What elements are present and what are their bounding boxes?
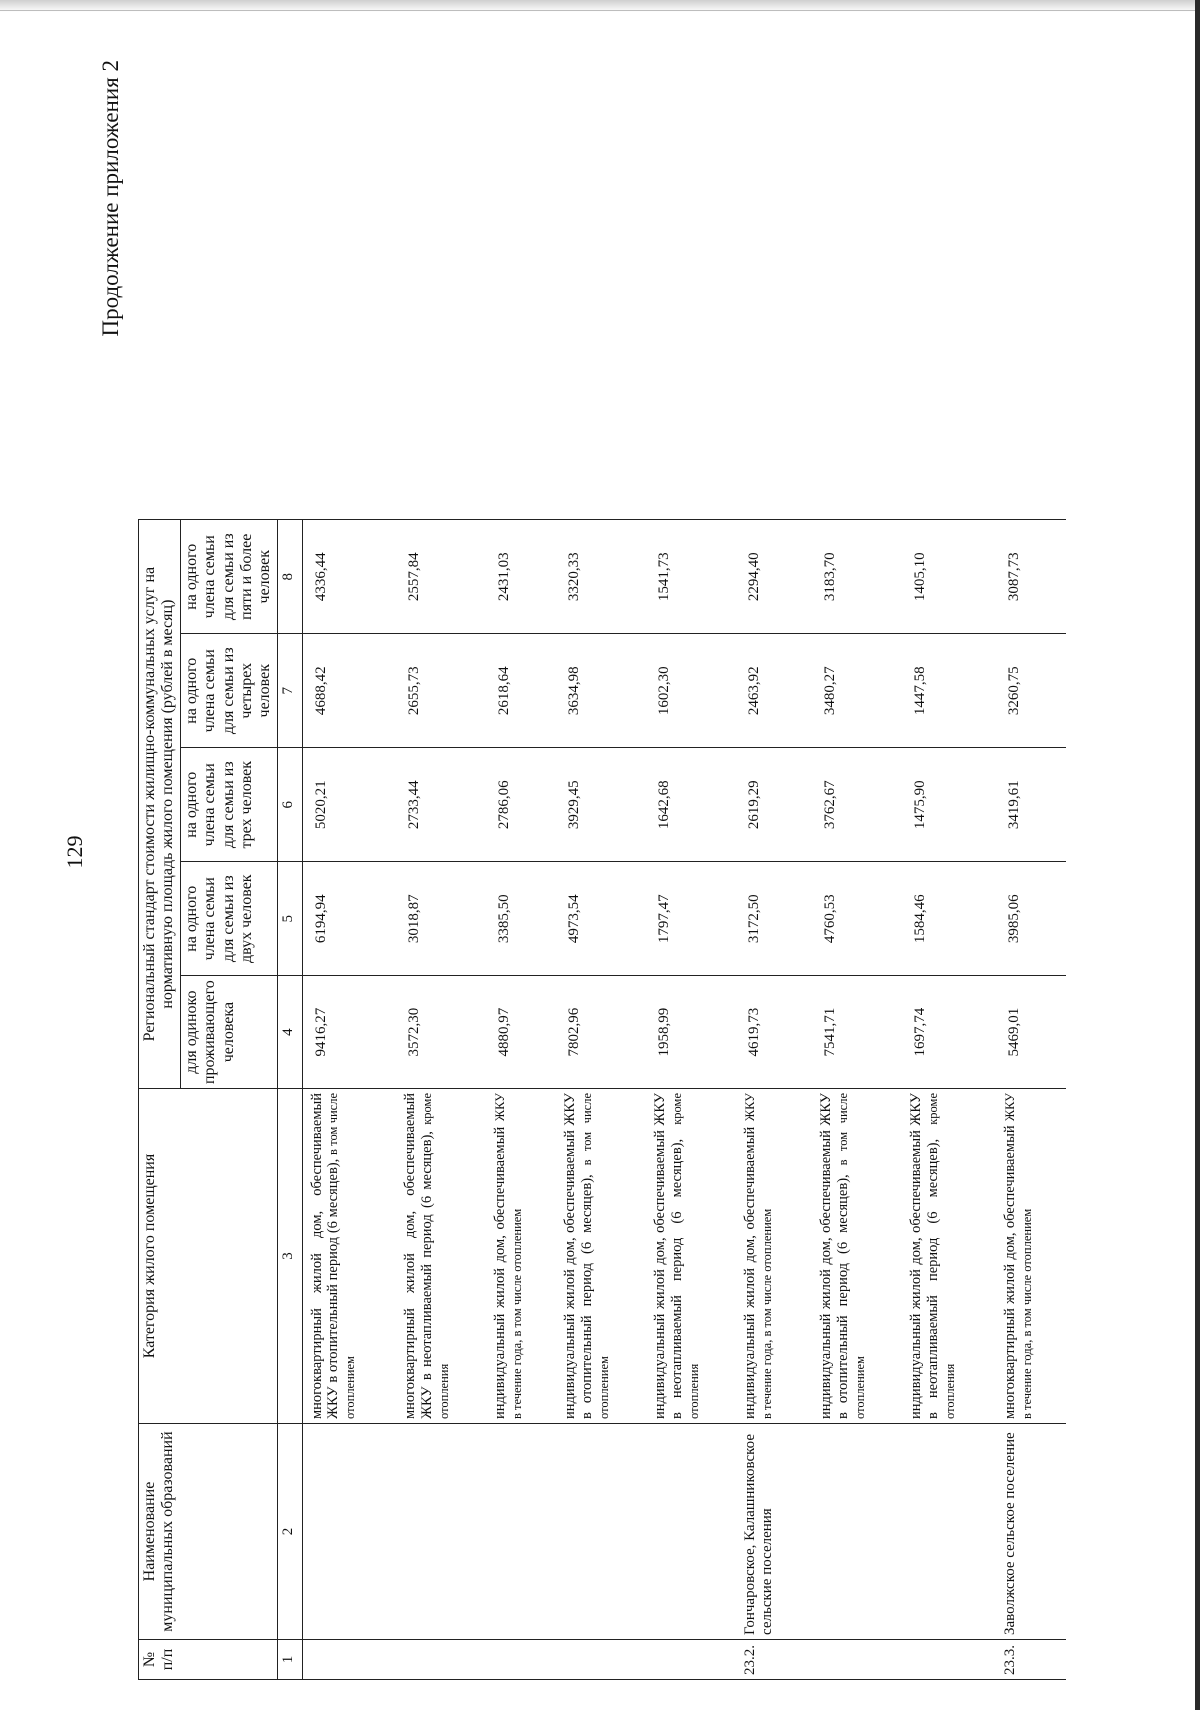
row-category-text: индивидуальный жилой дом, обеспечиваемый ЖКУ в неотапливаемый период (6 месяцев),	[908, 1093, 941, 1419]
row-value-3: 1642,68	[646, 748, 736, 862]
row-value-1: 5469,01	[996, 976, 1066, 1089]
row-value-3: 2619,29	[736, 748, 812, 862]
row-value-2: 3172,50	[736, 862, 812, 976]
row-value-4: 1602,30	[646, 634, 736, 748]
row-category-note: в том числе отоплением	[579, 1093, 611, 1419]
row-municipality	[486, 1424, 556, 1640]
column-number: 6	[277, 748, 302, 862]
row-index	[902, 1640, 996, 1680]
row-index	[302, 1640, 396, 1680]
column-number: 7	[277, 634, 302, 748]
row-category-note: в том числе отоплением	[326, 1093, 358, 1419]
row-value-5: 1405,10	[902, 520, 996, 634]
row-value-5: 1541,73	[646, 520, 736, 634]
row-index: 23.3.	[996, 1640, 1066, 1680]
row-value-5: 3320,33	[556, 520, 646, 634]
row-value-3: 5020,21	[302, 748, 396, 862]
row-index	[396, 1640, 486, 1680]
row-category	[556, 1089, 646, 1424]
header-no: № п/п	[139, 1640, 278, 1680]
header-sub-3: на одного члена семьи для семьи из трех человек	[180, 748, 277, 862]
row-value-1: 1697,74	[902, 976, 996, 1089]
row-category-text: многоквартирный жилой дом, обеспечиваемый ЖКУ в неотапливаемый период (6 месяцев),	[402, 1093, 435, 1419]
row-municipality	[556, 1424, 646, 1640]
row-municipality	[396, 1424, 486, 1640]
row-value-1: 3572,30	[396, 976, 486, 1089]
column-number: 3	[277, 1089, 302, 1424]
row-value-4: 4688,42	[302, 634, 396, 748]
row-index: 23.2.	[736, 1640, 812, 1680]
column-number: 1	[277, 1640, 302, 1680]
row-municipality: Заволжское сельское поселение	[996, 1424, 1066, 1640]
row-municipality	[812, 1424, 902, 1640]
row-value-3: 3762,67	[812, 748, 902, 862]
row-value-4: 2463,92	[736, 634, 812, 748]
table-row	[812, 520, 902, 1680]
row-value-1: 7802,96	[556, 976, 646, 1089]
row-category-text: индивидуальный жилой дом, обеспечиваемый ЖКУ в неотапливаемый период (6 месяцев),	[652, 1093, 685, 1419]
row-category	[302, 1089, 396, 1424]
row-value-5: 2294,40	[736, 520, 812, 634]
row-value-4: 3260,75	[996, 634, 1066, 748]
table-row	[736, 520, 812, 1680]
row-value-2: 4760,53	[812, 862, 902, 976]
standards-table	[138, 519, 1066, 1680]
row-municipality	[302, 1424, 396, 1640]
row-category-text: индивидуальный жилой дом, обеспечиваемый ЖКУ в отопительный период (6 месяцев),	[818, 1093, 851, 1419]
row-value-1: 4880,97	[486, 976, 556, 1089]
row-category	[396, 1089, 486, 1424]
row-category-note: кроме отопления	[925, 1093, 957, 1419]
row-value-4: 2655,73	[396, 634, 486, 748]
row-category-note: ЖКУ в течение года, в том числе отоплением	[1003, 1092, 1034, 1419]
row-value-4: 3634,98	[556, 634, 646, 748]
header-housing-category: Категория жилого помещения	[139, 1089, 278, 1424]
row-value-4: 3480,27	[812, 634, 902, 748]
table-row	[396, 520, 486, 1680]
row-value-2: 3385,50	[486, 862, 556, 976]
row-category-text: индивидуальный жилой дом, обеспечиваемый	[492, 1126, 509, 1419]
table-row	[996, 520, 1066, 1680]
row-value-5: 2557,84	[396, 520, 486, 634]
row-value-2: 4973,54	[556, 862, 646, 976]
row-category-text: индивидуальный жилой дом, обеспечиваемый	[742, 1126, 759, 1419]
row-value-3: 2786,06	[486, 748, 556, 862]
row-value-2: 3985,06	[996, 862, 1066, 976]
appendix-continuation-note: Продолжение приложения 2	[98, 60, 123, 337]
row-value-1: 7541,71	[812, 976, 902, 1089]
row-value-1: 1958,99	[646, 976, 736, 1089]
row-category-note: ЖКУ в течение года, в том числе отоплением	[493, 1092, 524, 1419]
row-category-note: в том числе отоплением	[835, 1093, 867, 1419]
column-number: 5	[277, 862, 302, 976]
row-value-5: 3183,70	[812, 520, 902, 634]
row-value-1: 4619,73	[736, 976, 812, 1089]
row-category	[736, 1089, 812, 1424]
table-row	[902, 520, 996, 1680]
row-index	[812, 1640, 902, 1680]
row-category-note: ЖКУ в течение года, в том числе отоплением	[743, 1092, 774, 1419]
table-row	[556, 520, 646, 1680]
header-municipality-name: Наименование муниципальных образований	[139, 1424, 278, 1640]
row-value-2: 1797,47	[646, 862, 736, 976]
row-value-5: 2431,03	[486, 520, 556, 634]
row-value-4: 2618,64	[486, 634, 556, 748]
row-index	[556, 1640, 646, 1680]
header-sub-5: на одного члена семьи для семьи из пяти и более человек	[180, 520, 277, 634]
header-regional-standard: Региональный стандарт стоимости жилищно-коммунальных услуг на нормативную площадь жилого помещения (рублей в месяц)	[139, 520, 181, 1089]
row-value-3: 3419,61	[996, 748, 1066, 862]
table-row	[646, 520, 736, 1680]
column-number: 2	[277, 1424, 302, 1640]
row-category	[486, 1089, 556, 1424]
row-category	[646, 1089, 736, 1424]
row-value-2: 1584,46	[902, 862, 996, 976]
row-category-note: кроме отопления	[669, 1093, 701, 1419]
column-number: 8	[277, 520, 302, 634]
row-index	[646, 1640, 736, 1680]
row-value-3: 1475,90	[902, 748, 996, 862]
column-number: 4	[277, 976, 302, 1089]
row-value-2: 3018,87	[396, 862, 486, 976]
row-category	[902, 1089, 996, 1424]
row-category-note: кроме отопления	[419, 1093, 451, 1419]
page-number: 129	[62, 835, 87, 869]
row-value-4: 1447,58	[902, 634, 996, 748]
row-category	[812, 1089, 902, 1424]
row-value-1: 9416,27	[302, 976, 396, 1089]
table-row	[486, 520, 556, 1680]
row-category-text: индивидуальный жилой дом, обеспечиваемый ЖКУ в отопительный период (6 месяцев),	[562, 1093, 595, 1419]
row-value-2: 6194,94	[302, 862, 396, 976]
row-value-3: 2733,44	[396, 748, 486, 862]
header-sub-1: для одиноко проживающего человека	[180, 976, 277, 1089]
row-value-5: 3087,73	[996, 520, 1066, 634]
row-category-text: многоквартирный жилой дом, обеспечиваемый ЖКУ в отопительный период (6 месяцев),	[308, 1093, 342, 1419]
row-category-text: многоквартирный жилой дом, обеспечиваемый	[1002, 1125, 1019, 1419]
row-value-3: 3929,45	[556, 748, 646, 862]
row-municipality	[902, 1424, 996, 1640]
header-sub-2: на одного члена семьи для семьи из двух человек	[180, 862, 277, 976]
row-municipality	[646, 1424, 736, 1640]
table-row	[302, 520, 396, 1680]
row-municipality: Гончаровское, Калашниковское сельские поселения	[736, 1424, 812, 1640]
row-index	[486, 1640, 556, 1680]
row-value-5: 4336,44	[302, 520, 396, 634]
row-category	[996, 1089, 1066, 1424]
header-sub-4: на одного члена семьи для семьи из четырех человек	[180, 634, 277, 748]
